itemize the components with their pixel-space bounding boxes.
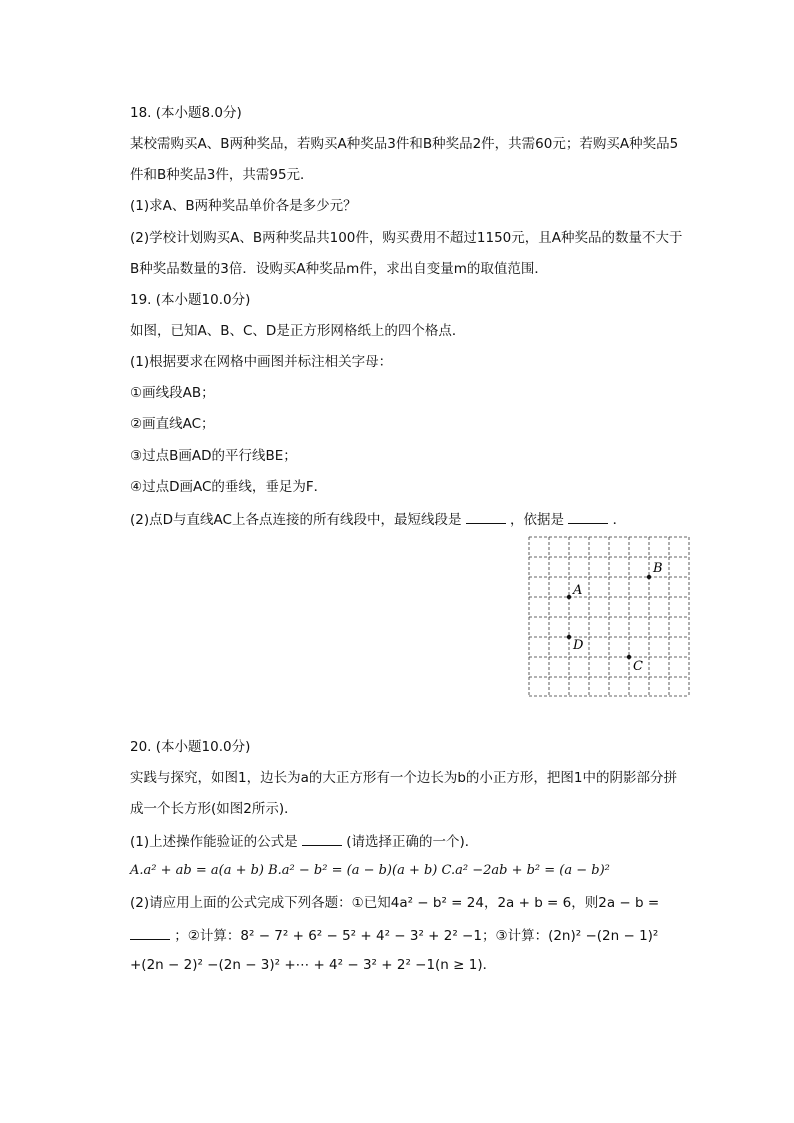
q20-part-2-line-1: (2)请应用上面的公式完成下列各题：①已知4a² − b² = 24，2a + b = 6，则2a − b = [130, 895, 660, 911]
q18-part-1: (1)求A、B两种奖品单价各是多少元？ [130, 198, 357, 214]
q20-part-1-hint: (请选择正确的一个)． [346, 834, 479, 850]
label-c: C [633, 659, 643, 674]
q20-options: A.a² + ab = a(a + b) B.a² − b² = (a − b)(a + b) C.a² −2ab + b² = (a − b)² [130, 863, 610, 878]
q19-part-2-end: ． [612, 512, 627, 528]
point-b [647, 575, 651, 579]
q20-header: 20. (本小题10.0分) [130, 739, 251, 755]
q19-part-1: (1)根据要求在网格中画图并标注相关字母： [130, 354, 393, 370]
answer-blank-3[interactable] [302, 831, 342, 846]
q19-step-1: ①画线段AB； [130, 385, 215, 401]
label-b: B [653, 561, 663, 576]
q20-line-2: 成一个长方形(如图2所示)． [130, 801, 298, 817]
q20-line-1: 实践与探究，如图1，边长为a的大正方形有一个边长为b的小正方形，把图1中的阴影部分拼 [130, 770, 678, 786]
q19-step-3: ③过点B画AD的平行线BE； [130, 448, 297, 464]
grid-lines [529, 537, 689, 696]
q19-part-2-mid: ，依据是 [510, 512, 565, 528]
square-grid-figure [528, 536, 692, 698]
q19-header: 19. (本小题10.0分) [130, 292, 251, 308]
point-a [567, 595, 571, 599]
q20-part-2-line-3: +(2n − 2)² −(2n − 3)² +⋯ + 4² − 3² + 2² −1(n ≥ 1)． [130, 957, 497, 973]
answer-blank-1[interactable] [466, 509, 506, 524]
q20-part-1 [130, 831, 478, 851]
q18-line-2: 件和B种奖品3件，共需95元． [130, 167, 314, 183]
label-a: A [573, 583, 583, 598]
q18-part-2-line-2: B种奖品数量的3倍．设购买A种奖品m件，求出自变量m的取值范围． [130, 261, 548, 277]
q19-step-4: ④过点D画AC的垂线，垂足为F． [130, 479, 328, 495]
q19-part-2 [130, 509, 626, 529]
q19-step-2: ②画直线AC； [130, 416, 215, 432]
q18-header: 18. (本小题8.0分) [130, 105, 242, 121]
q19-part-2-text: (2)点D与直线AC上各点连接的所有线段中，最短线段是 [130, 512, 462, 528]
answer-blank-2[interactable] [568, 509, 608, 524]
q20-part-2-line-2-text: ；②计算：8² − 7² + 6² − 5² + 4² − 3² + 2² −1；③计算：(2n)² −(2n − 1)² [174, 928, 659, 944]
point-d [567, 635, 571, 639]
q18-part-2-line-1: (2)学校计划购买A、B两种奖品共100件，购买费用不超过1150元，且A种奖品的数量不大于 [130, 230, 683, 246]
q19-intro: 如图，已知A、B、C、D是正方形网格纸上的四个格点． [130, 323, 466, 339]
q20-part-1-text: (1)上述操作能验证的公式是 [130, 834, 298, 850]
point-c [627, 655, 631, 659]
answer-blank-4[interactable] [130, 925, 170, 940]
q18-line-1: 某校需购买A、B两种奖品，若购买A种奖品3件和B种奖品2件，共需60元；若购买A种奖品5 [130, 136, 679, 152]
q20-part-2-line-2 [130, 925, 658, 945]
label-d: D [573, 638, 584, 653]
